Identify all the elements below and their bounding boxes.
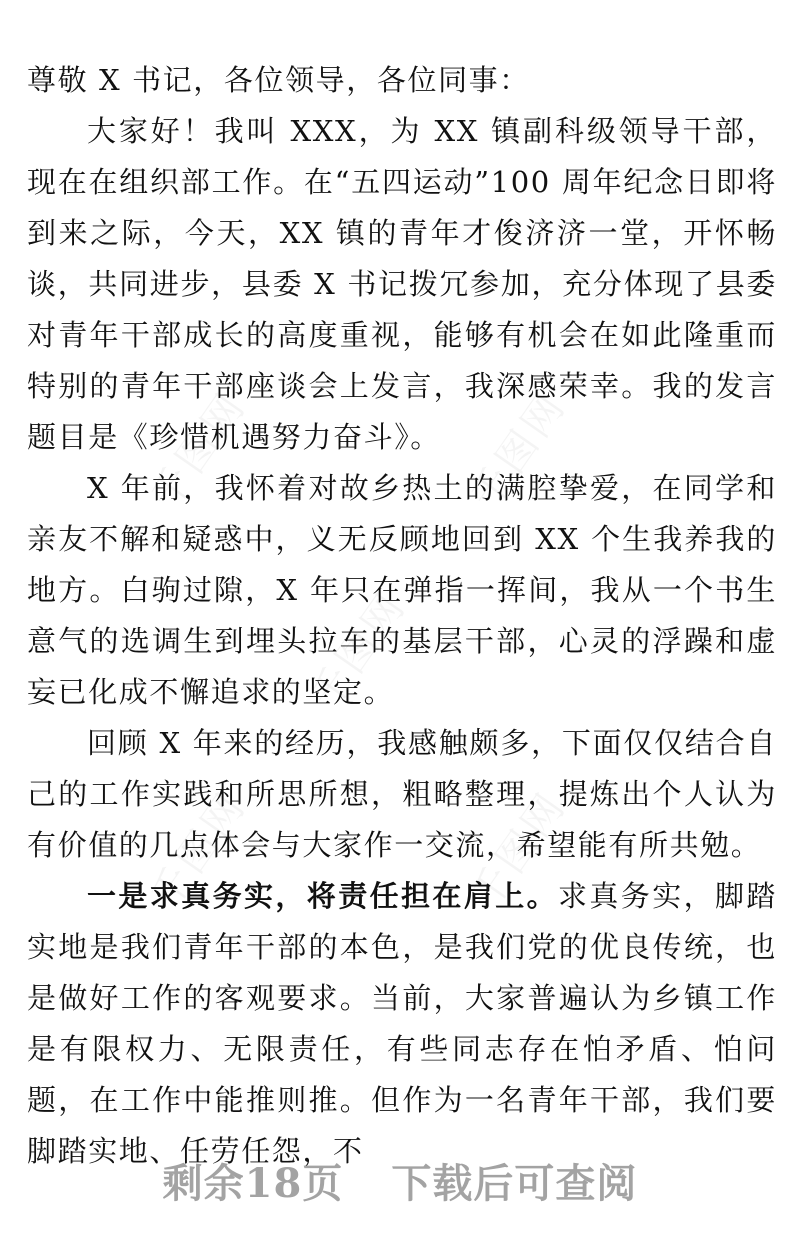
paragraph-background: X 年前，我怀着对故乡热土的满腔挚爱，在同学和亲友不解和疑惑中，义无反顾地回到 XX 个生我养我的地方。白驹过隙，X 年只在弹指一挥间，我从一个书生意气的选调生到埋头拉车的基层干部，心灵的浮躁和虚妄已化成不懈追求的坚定。 xyxy=(27,471,777,709)
remaining-pages-label: 剩余18页 xyxy=(162,1160,344,1207)
point-one-text: 求真务实，脚踏实地是我们青年干部的本色，是我们党的优良传统，也是做好工作的客观要求。当前，大家普遍认为乡镇工作是有限权力、无限责任，有些同志存在怕矛盾、怕问题，在工作中能推则推。但作为一名青年干部，我们要脚踏实地、任劳任怨，不 xyxy=(27,879,777,1168)
download-hint-label[interactable]: 下载后可查阅 xyxy=(391,1160,638,1207)
salutation: 尊敬 X 书记，各位领导，各位同事： xyxy=(27,63,530,97)
paragraph-intro: 大家好！我叫 XXX，为 XX 镇副科级领导干部，现在在组织部工作。在“五四运动”100 周年纪念日即将到来之际，今天，XX 镇的青年才俊济济一堂，开怀畅谈，共同进步，县委 X 书记拨冗参加，充分体现了县委对青年干部成长的高度重视，能够有机会在如此隆重而特别的青年干部座谈会上发言，我深感荣幸。我的发言题目是《珍惜机遇努力奋斗》。 xyxy=(27,114,777,454)
document-body xyxy=(27,55,777,1177)
point-one-heading: 一是求真务实，将责任担在肩上。 xyxy=(87,879,558,913)
download-banner[interactable] xyxy=(0,1152,800,1209)
paragraph-point-one xyxy=(27,871,777,1177)
paragraph-review: 回顾 X 年来的经历，我感触颇多，下面仅仅结合自己的工作实践和所思所想，粗略整理，提炼出个人认为有价值的几点体会与大家作一交流，希望能有所共勉。 xyxy=(27,726,777,862)
